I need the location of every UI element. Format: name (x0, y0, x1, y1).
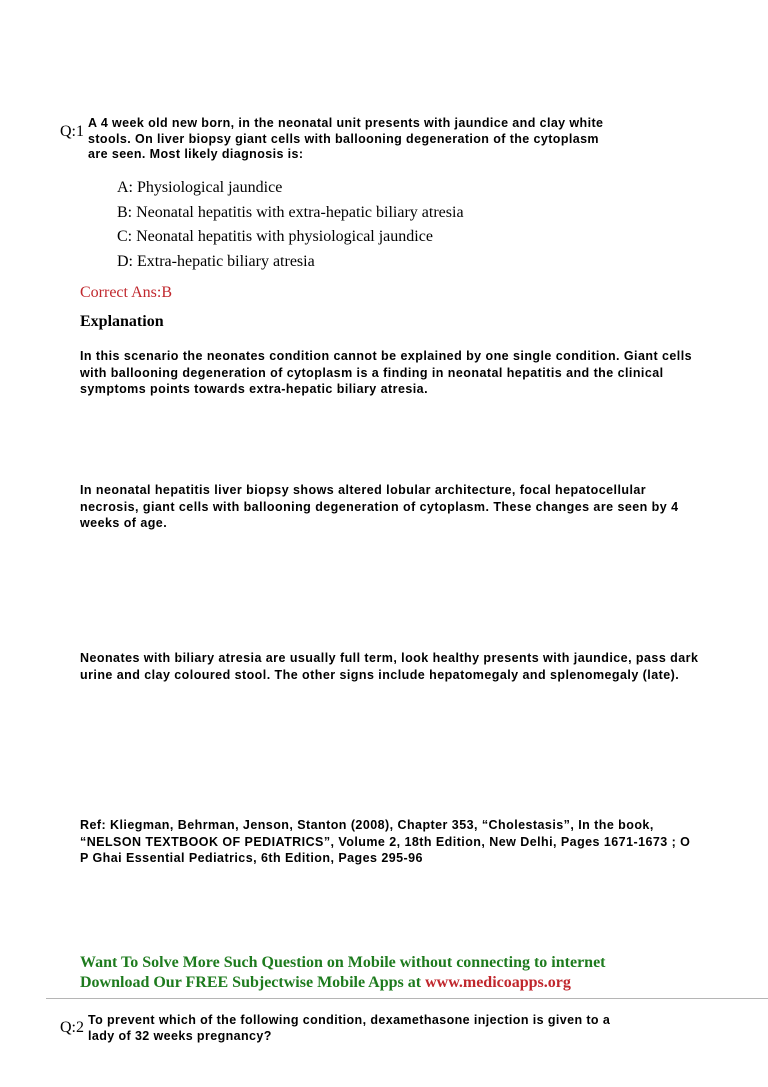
question-line: lady of 32 weeks pregnancy? (88, 1028, 272, 1043)
question-line: are seen. Most likely diagnosis is: (88, 147, 304, 161)
divider (46, 998, 768, 999)
question-text (88, 1013, 610, 1044)
option-a[interactable]: A: Physiological jaundice (117, 179, 283, 196)
option-d[interactable]: D: Extra-hepatic biliary atresia (117, 252, 315, 270)
promo-banner (80, 953, 606, 993)
answer-options (117, 176, 464, 274)
option-b[interactable]: B: Neonatal hepatitis with extra-hepatic biliary atresia (117, 203, 464, 221)
explanation-paragraph: In this scenario the neonates condition cannot be explained by one single condition. Giant cells with ballooning degeneration of cytoplasm is a finding in neonatal hepatitis and the clinical symptoms points towards extra-hepatic biliary atresia. (80, 349, 693, 396)
promo-link[interactable]: www.medicoapps.org (425, 974, 571, 991)
question-number: Q:1 (60, 123, 84, 140)
promo-line (80, 973, 606, 993)
question-number: Q:2 (60, 1019, 84, 1036)
promo-line: Want To Solve More Such Question on Mobile without connecting to internet (80, 954, 606, 971)
explanation-paragraph: Neonates with biliary atresia are usually full term, look healthy presents with jaundice, pass dark urine and clay coloured stool. The other signs include hepatomegaly and splenomegaly (late). (80, 651, 699, 682)
question-text (88, 116, 603, 163)
explanation-paragraph: In neonatal hepatitis liver biopsy shows altered lobular architecture, focal hepatocellular necrosis, giant cells with ballooning degeneration of cytoplasm. These changes are seen by 4 weeks of age. (80, 483, 679, 530)
reference-paragraph: Ref: Kliegman, Behrman, Jenson, Stanton (2008), Chapter 353, “Cholestasis”, In the book, “NELSON TEXTBOOK OF PEDIATRICS”, Volume 2, 18th Edition, New Delhi, Pages 1671-1673 ; O P Ghai Essential Pediatrics, 6th Edition, Pages 295-96 (80, 818, 691, 865)
question-line: A 4 week old new born, in the neonatal unit presents with jaundice and clay white (88, 116, 604, 130)
explanation-heading: Explanation (80, 313, 164, 330)
option-c[interactable]: C: Neonatal hepatitis with physiological jaundice (117, 228, 433, 245)
promo-text: Download Our FREE Subjectwise Mobile Apps at (80, 974, 426, 991)
correct-answer: Correct Ans:B (80, 284, 172, 301)
question-line: To prevent which of the following condition, dexamethasone injection is given to a (88, 1013, 611, 1027)
question-line: stools. On liver biopsy giant cells with ballooning degeneration of the cytoplasm (88, 131, 599, 146)
